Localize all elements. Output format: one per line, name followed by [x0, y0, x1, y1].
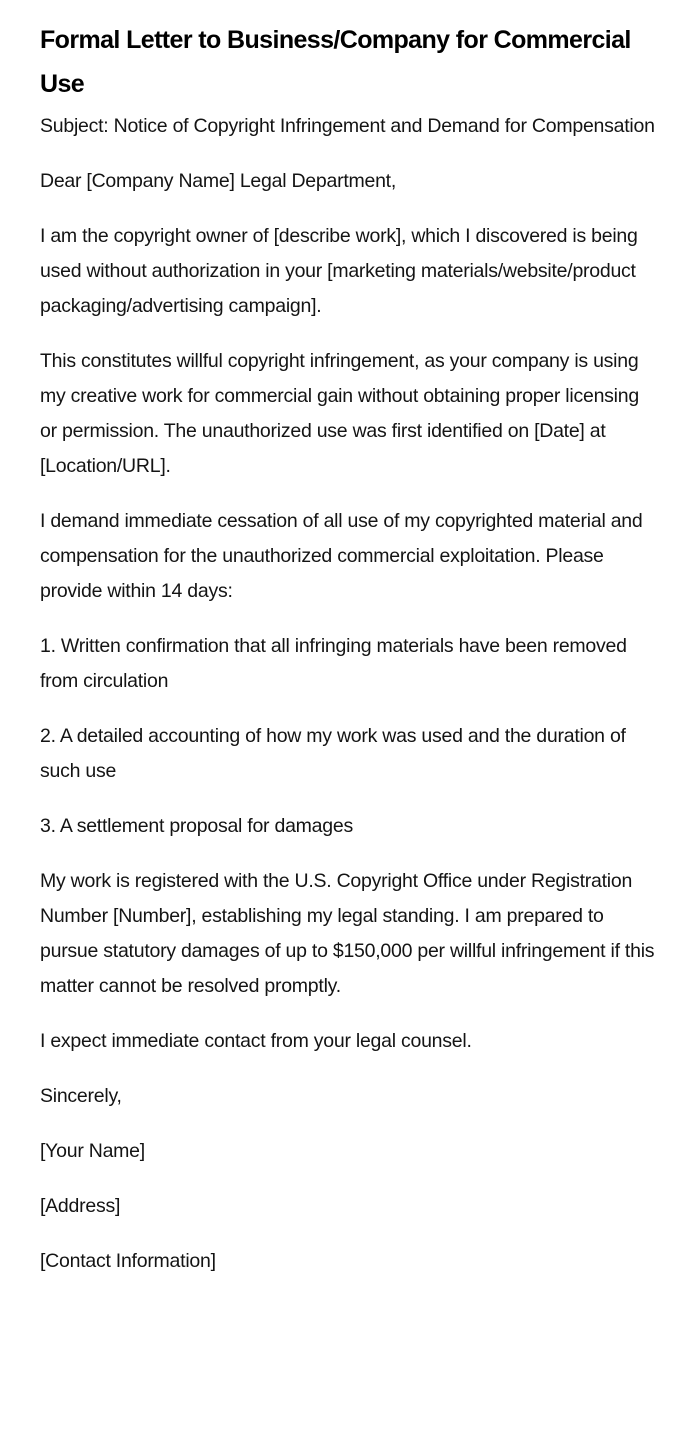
body-paragraph-ownership: I am the copyright owner of [describe work], which I discovered is being used without authorization in your [marketing materials/website/product packaging/advertising campaign].	[40, 225, 638, 317]
sign-off: Sincerely,	[40, 1085, 122, 1107]
body-paragraph-demand: I demand immediate cessation of all use of my copyrighted material and compensation for the unauthorized commercial exploitation. Please provide within 14 days:	[40, 510, 643, 602]
signature-contact: [Contact Information]	[40, 1250, 216, 1272]
signature-name: [Your Name]	[40, 1140, 145, 1162]
subject-line: Subject: Notice of Copyright Infringement and Demand for Compensation	[40, 115, 655, 137]
signature-address: [Address]	[40, 1195, 121, 1217]
body-paragraph-infringement: This constitutes willful copyright infringement, as your company is using my creative work for commercial gain without obtaining proper licensing or permission. The unauthorized use was first identified on [Date] at [Location/URL].	[40, 350, 639, 477]
salutation: Dear [Company Name] Legal Department,	[40, 170, 397, 192]
document-title: Formal Letter to Business/Company for Commercial Use	[40, 26, 631, 98]
demand-item-3: 3. A settlement proposal for damages	[40, 815, 353, 837]
body-paragraph-registration: My work is registered with the U.S. Copyright Office under Registration Number [Number], establishing my legal standing. I am prepared to pursue statutory damages of up to $150,000 per willful infringement if this matter cannot be resolved promptly.	[40, 870, 655, 997]
demand-item-1: 1. Written confirmation that all infringing materials have been removed from circulation	[40, 635, 627, 692]
body-paragraph-contact-request: I expect immediate contact from your legal counsel.	[40, 1030, 472, 1052]
demand-item-2: 2. A detailed accounting of how my work was used and the duration of such use	[40, 725, 626, 782]
